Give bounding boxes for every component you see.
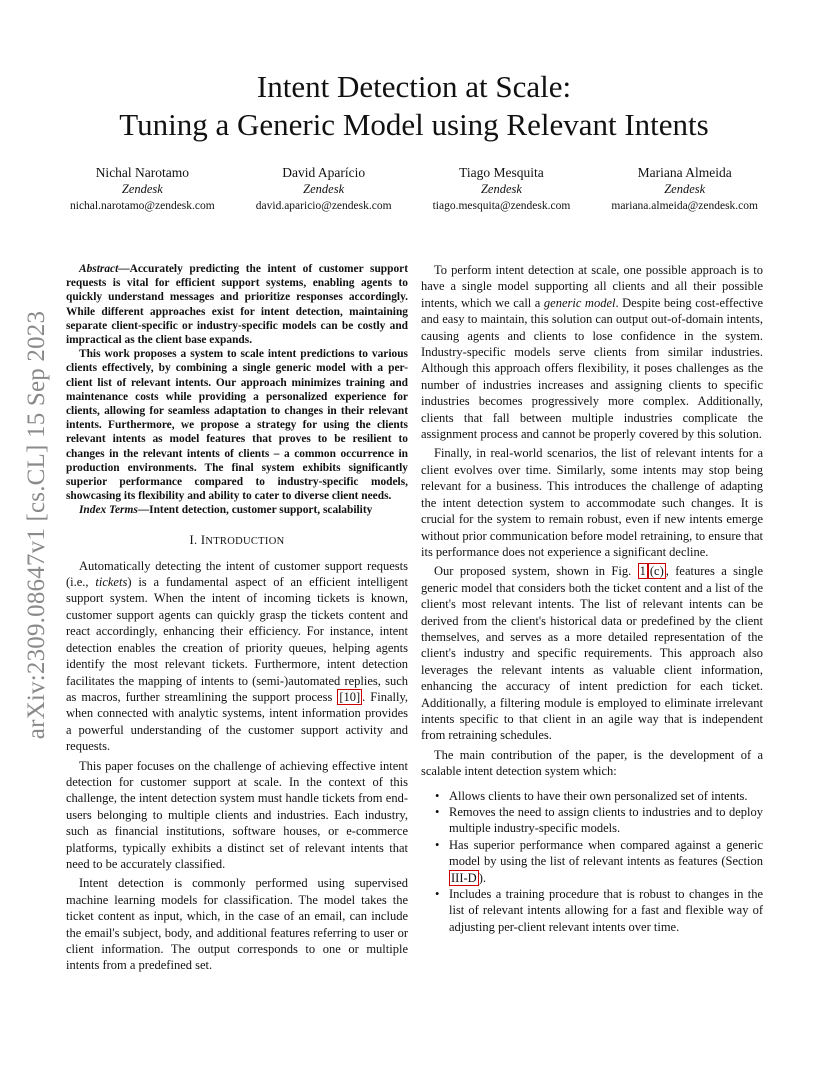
- abstract-text: —Accurately predicting the intent of customer support requests is vital for efficient support systems, enabling agents to quickly understand messages and prioritize responses accordingly. While different approaches exist for intent detection, maintaining separate client-specific or industry-specific models can be costly and impractical as the client base expands.: [66, 263, 408, 347]
- author-affiliation: Zendesk: [480, 182, 522, 196]
- body-paragraph: The main contribution of the paper, is the development of a scalable intent detection system which:: [421, 747, 763, 779]
- abstract: [66, 262, 408, 518]
- index-terms-label: Index Terms: [79, 504, 138, 517]
- author-block: [433, 164, 571, 215]
- right-column: [421, 262, 763, 935]
- section-link[interactable]: III-D: [451, 870, 477, 885]
- text-run: Automatically detecting the intent of customer support requests (i.e.,: [66, 558, 408, 590]
- text-run: . Finally, when connected with analytic systems, intent information provides a powerful understanding of the customer support activity and requests.: [66, 689, 409, 754]
- paper-title: [60, 68, 768, 144]
- text-run: Has superior performance when compared against a generic model by using the list of relevant intents as features (Section: [449, 837, 763, 869]
- list-item: [435, 837, 763, 886]
- section-heading-introduction: [66, 533, 408, 548]
- author-affiliation: Zendesk: [664, 182, 706, 196]
- emphasis-text: generic model: [543, 295, 616, 310]
- intro-right-body: [421, 262, 763, 780]
- body-paragraph: [421, 563, 763, 743]
- contribution-list: [435, 788, 763, 936]
- body-paragraph: [66, 558, 408, 755]
- body-paragraph: Intent detection is commonly performed using supervised machine learning models for classification. The model takes the ticket content as input, which, in the case of an email, can include the email's subject, body, and additional features referring to user or client information. The output corresponds to one or multiple intents from a predefined set.: [66, 876, 408, 973]
- list-item: • Includes a training procedure that is robust to changes in the list of relevant intents allowing for a fast and flexible way of adjusting per-client relevant intents over time.: [435, 886, 763, 935]
- author-block: [611, 164, 758, 215]
- author-email: mariana.almeida@zendesk.com: [611, 200, 758, 212]
- body-paragraph: [421, 262, 763, 442]
- text-run: ).: [478, 870, 486, 885]
- abstract-paragraph: This work proposes a system to scale intent predictions to various clients effectively, by combining a single generic model with a per-client list of relevant intents. Our approach minimizes training and maintenance costs while providing a personalized experience for clients, allowing for seamless adaptation to changes in their relevant intents. Furthermore, we propose a strategy for using the clients relevant intents as model features that proves to be resilient to changes in the relevant intents of clients – a common occurrence in production environments. The final system exhibits significantly superior performance compared to industry-specific models, showcasing its flexibility and ability to cater to diverse client needs.: [66, 348, 408, 503]
- list-item: • Removes the need to assign clients to industries and to deploy multiple industry-specific models.: [435, 804, 763, 837]
- index-terms: [66, 503, 408, 517]
- text-run: Our proposed system, shown in Fig.: [434, 564, 638, 579]
- index-terms-text: —Intent detection, customer support, scalability: [137, 504, 373, 517]
- left-column: [66, 262, 408, 977]
- text-run: . Despite being cost-effective and easy to maintain, this solution can output out-of-domain intents, causing agents and clients to lose confidence in the system. Industry-specific models serve clients from similar industries. Although this approach offers flexibility, it poses challenges as the number of industries increases and assigning clients to specific industries becomes progressively more complex. Additionally, clients that fall between multiple industries complicate the assignment process and cannot be properly covered by this solution.: [421, 295, 763, 442]
- body-paragraph: This paper focuses on the challenge of achieving effective intent detection for customer support at scale. In the context of this challenge, the intent detection system must handle tickets from end-users belonging to multiple clients and industries. Each industry, such as financial institutions, software houses, or e-commerce platforms, typically exhibits a distinct set of relevant intents that need to be accurately classified.: [66, 758, 408, 871]
- citation-link[interactable]: [10]: [339, 689, 361, 704]
- author-block: [70, 164, 215, 215]
- title-line-2: Tuning a Generic Model using Relevant Intents: [119, 107, 709, 142]
- author-email: tiago.mesquita@zendesk.com: [432, 200, 571, 212]
- figure-link[interactable]: 1: [639, 564, 646, 579]
- abstract-paragraph: [66, 262, 408, 347]
- author-name: Mariana Almeida: [637, 165, 732, 180]
- text-run: ) is a fundamental aspect of an efficient intelligent support system. When the intent of incoming tickets is known, customer support agents can quickly grasp the tickets content and react accordingly, enhancing their efficiency. For instance, intent detection enables the creation of priority queues, helping agents identify the most relevant tickets. Furthermore, intent detection facilitates the mapping of intents to (semi-)automated replies, such as macros, further streamlining the support process: [66, 575, 409, 704]
- author-email: nichal.narotamo@zendesk.com: [70, 200, 215, 212]
- author-name: Tiago Mesquita: [459, 165, 544, 180]
- abstract-label: Abstract: [79, 263, 119, 275]
- author-name: David Aparício: [282, 165, 366, 180]
- body-paragraph: Finally, in real-world scenarios, the list of relevant intents for a client evolves over time. Similarly, some intents may stop being relevant for a business. This introduces the challenge of adapting the intent detection system to accommodate such changes. It is crucial for the system to remain robust, even if new intents emerge without prior communication before model retraining, to ensure that its performance does not experience a significant decline.: [421, 446, 763, 559]
- title-line-1: Intent Detection at Scale:: [256, 69, 572, 104]
- section-rest: NTRODUCTION: [205, 535, 285, 547]
- text-run: , features a single generic model that considers both the ticket content and a list of the client's most relevant intents. The list of relevant intents can be derived from the client's historical data or predefined by the client themselves, and serves as a more detailed representation of the client's industry and specific requirements. This approach also leverages the relevant intents as valuable client information, enhancing the accuracy of intent prediction for each ticket. Additionally, a filtering module is employed to eliminate irrelevant intents specific to that client in an agile way that is independent from retraining schedules.: [421, 564, 764, 743]
- section-first-letter: I: [200, 532, 206, 547]
- arxiv-identifier-stamp: [22, 290, 52, 760]
- author-email: david.aparicio@zendesk.com: [255, 200, 392, 212]
- author-block: [256, 164, 392, 215]
- author-list: [70, 164, 758, 215]
- section-number: I.: [189, 532, 198, 547]
- author-name: Nichal Narotamo: [95, 165, 190, 180]
- author-affiliation: Zendesk: [303, 182, 345, 196]
- intro-left-body: [66, 558, 408, 974]
- author-affiliation: Zendesk: [121, 182, 163, 196]
- emphasis-text: tickets: [95, 575, 128, 590]
- list-item: • Allows clients to have their own personalized set of intents.: [435, 788, 763, 804]
- text-run: To perform intent detection at scale, one possible approach is to have a single model supporting all clients and all their possible intents, which we call a: [421, 263, 763, 310]
- arxiv-id-text: arXiv:2309.08647v1 [cs.CL] 15 Sep 2023: [23, 310, 51, 740]
- subfigure-link[interactable]: (c): [649, 564, 664, 579]
